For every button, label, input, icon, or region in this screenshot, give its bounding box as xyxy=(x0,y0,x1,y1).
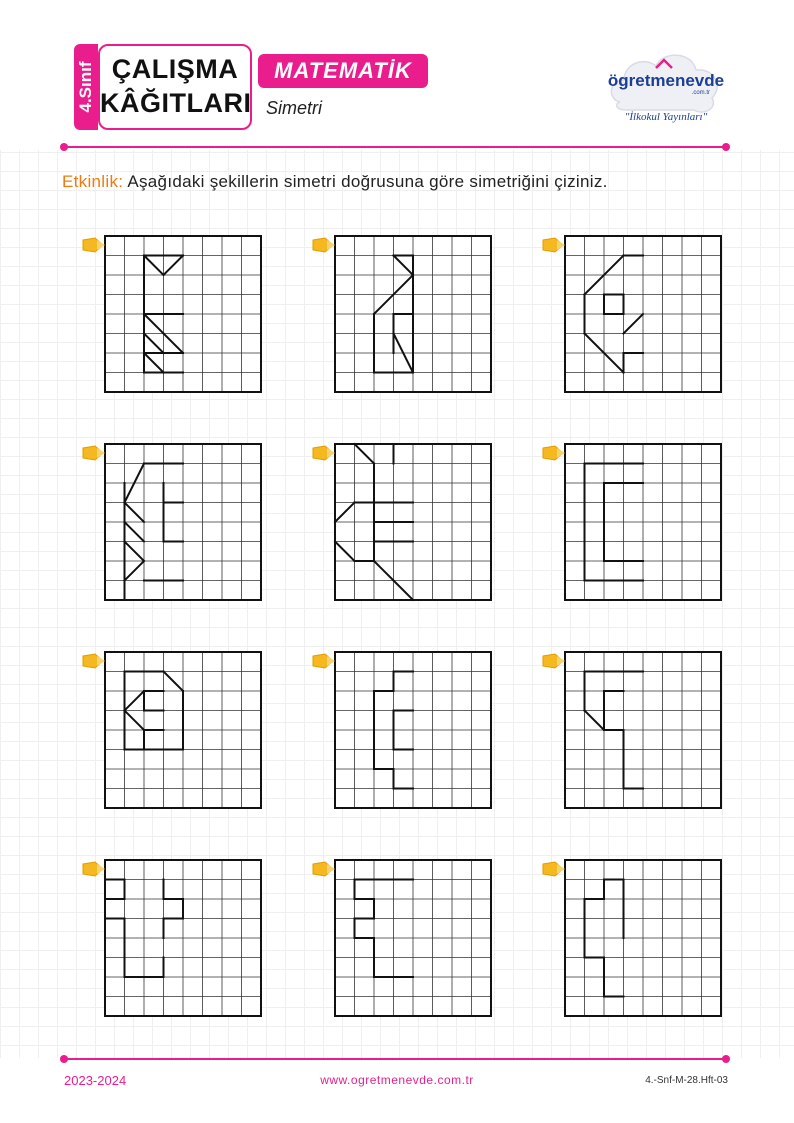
instruction-label: Etkinlik: xyxy=(62,172,124,191)
symmetry-grid xyxy=(105,860,261,1016)
logo-domain: .com.tr xyxy=(691,90,710,96)
pencil-icon xyxy=(543,238,565,252)
topic-label: Simetri xyxy=(266,98,323,118)
footer-code: 4.-Snf-M-28.Hft-03 xyxy=(645,1075,728,1086)
pencil-icon xyxy=(313,654,335,668)
symmetry-grid xyxy=(565,860,721,1016)
logo-name: ögretmenevde xyxy=(607,71,725,90)
symmetry-grid xyxy=(105,444,261,600)
symmetry-grid xyxy=(335,652,491,808)
grade-label: 4.Sınıf xyxy=(76,61,95,113)
pencil-icon xyxy=(543,654,565,668)
symmetry-grid xyxy=(335,860,491,1016)
pencil-icon xyxy=(83,862,105,876)
symmetry-grid xyxy=(335,444,491,600)
title-line-1: ÇALIŞMA xyxy=(111,54,239,84)
pencil-icon xyxy=(83,238,105,252)
symmetry-grid xyxy=(565,236,721,392)
footer-year: 2023-2024 xyxy=(64,1073,127,1088)
footer-url[interactable]: www.ogretmenevde.com.tr xyxy=(320,1073,474,1087)
pencil-icon xyxy=(543,862,565,876)
instruction-text: Aşağıdaki şekillerin simetri doğrusuna göre simetriğini çiziniz. xyxy=(123,172,608,191)
pencil-icon xyxy=(313,446,335,460)
pencil-icon xyxy=(83,446,105,460)
pencil-icon xyxy=(543,446,565,460)
symmetry-grid xyxy=(105,236,261,392)
symmetry-grid xyxy=(105,652,261,808)
title-line-2: KÂĞITLARI xyxy=(100,88,252,118)
symmetry-grid xyxy=(565,652,721,808)
logo-tagline: "İlkokul Yayınları" xyxy=(624,111,708,123)
symmetry-grid xyxy=(565,444,721,600)
subject-badge: MATEMATİK xyxy=(258,54,428,88)
symmetry-grid xyxy=(335,236,491,392)
pencil-icon xyxy=(313,862,335,876)
footer-divider xyxy=(64,1058,726,1060)
pencil-icon xyxy=(83,654,105,668)
pencil-icon xyxy=(313,238,335,252)
